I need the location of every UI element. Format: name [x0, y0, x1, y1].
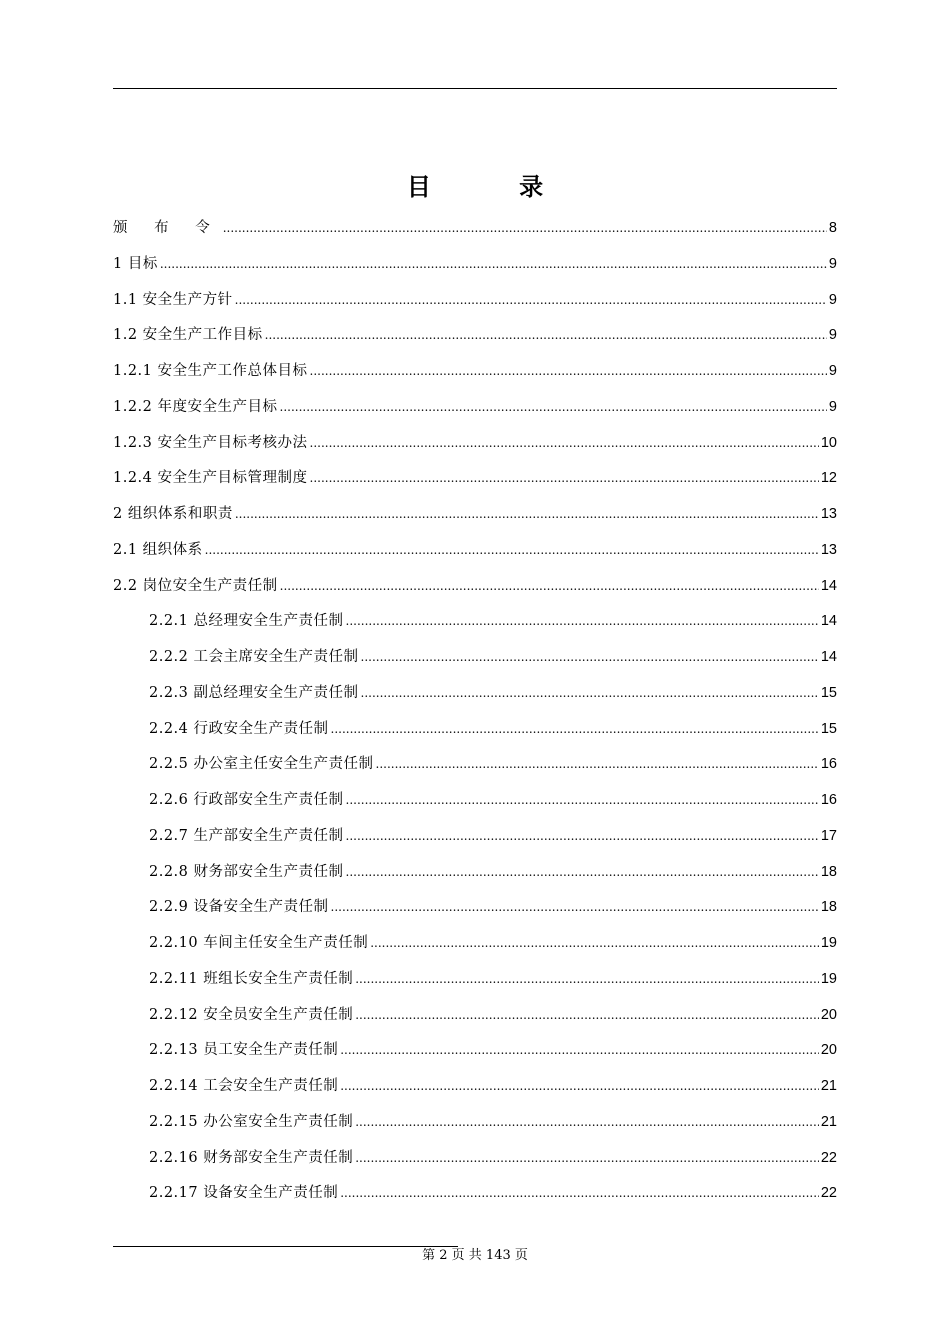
toc-entry[interactable] — [113, 604, 837, 640]
toc-dot-leader — [376, 747, 819, 783]
toc-dot-leader — [265, 318, 827, 354]
toc-entry-label: 2.2.12 安全员安全生产责任制 — [149, 1006, 354, 1023]
toc-entry-page-number: 14 — [820, 613, 837, 630]
toc-entry[interactable] — [113, 318, 837, 354]
toc-entry-page-number: 9 — [828, 398, 837, 415]
toc-entry[interactable] — [113, 1069, 837, 1105]
toc-dot-leader — [355, 962, 819, 998]
toc-entry[interactable] — [113, 390, 837, 426]
page-title: 目 录 — [406, 173, 584, 201]
toc-entry-page-number: 19 — [820, 970, 837, 987]
toc-entry[interactable] — [113, 497, 837, 533]
toc-entry-page-number: 16 — [820, 756, 837, 773]
toc-entry-page-number: 8 — [828, 220, 837, 236]
toc-entry-label: 2.2.6 行政部安全生产责任制 — [149, 792, 344, 808]
toc-entry-label: 1.2.2 年度安全生产目标 — [113, 398, 278, 415]
toc-entry-label: 1.1 安全生产方针 — [113, 291, 233, 308]
toc-entry-page-number: 14 — [820, 649, 837, 665]
toc-entry-label: 2.2.8 财务部安全生产责任制 — [149, 863, 344, 880]
toc-dot-leader — [235, 283, 827, 319]
toc-entry[interactable] — [113, 354, 837, 390]
toc-entry[interactable] — [113, 533, 837, 569]
toc-entry-label: 2.2.9 设备安全生产责任制 — [149, 899, 329, 916]
toc-entry-label: 2.2.17 设备安全生产责任制 — [149, 1185, 339, 1202]
toc-entry-label: 1.2.3 安全生产目标考核办法 — [113, 434, 308, 451]
toc-entry-label: 2.2.13 员工安全生产责任制 — [149, 1042, 339, 1059]
toc-dot-leader — [331, 712, 819, 748]
toc-entry-page-number: 22 — [820, 1185, 837, 1202]
toc-dot-leader — [370, 926, 819, 962]
toc-entry-page-number: 17 — [820, 827, 837, 844]
toc-dot-leader — [331, 890, 819, 926]
toc-entry-label: 2.2.2 工会主席安全生产责任制 — [149, 649, 359, 665]
toc-dot-leader — [346, 819, 819, 855]
toc-entry-label: 2.2.16 财务部安全生产责任制 — [149, 1149, 354, 1166]
toc-entry-page-number: 9 — [828, 255, 837, 272]
toc-entry[interactable] — [113, 747, 837, 783]
toc-entry-label: 2.2.7 生产部安全生产责任制 — [149, 827, 344, 844]
toc-dot-leader — [340, 1069, 819, 1105]
toc-entry-label: 2.2.4 行政安全生产责任制 — [149, 720, 329, 737]
toc-entry[interactable] — [113, 1105, 837, 1141]
toc-entry-label: 2.2.1 总经理安全生产责任制 — [149, 613, 344, 630]
toc-dot-leader — [346, 604, 819, 640]
toc-entry[interactable] — [113, 712, 837, 748]
toc-entry[interactable] — [113, 426, 837, 462]
toc-dot-leader — [310, 461, 819, 497]
toc-entry-page-number: 19 — [820, 935, 837, 951]
toc-entry-label: 1.2.4 安全生产目标管理制度 — [113, 470, 308, 487]
toc-entry-label: 2 组织体系和职责 — [113, 506, 233, 522]
toc-entry-label: 2.2.14 工会安全生产责任制 — [149, 1078, 339, 1094]
toc-entry[interactable] — [113, 890, 837, 926]
toc-entry-page-number: 18 — [820, 863, 837, 880]
toc-dot-leader — [346, 783, 819, 819]
toc-dot-leader — [205, 533, 819, 569]
toc-entry-label: 颁 布 令 — [113, 220, 221, 236]
page-footer: 第 2 页 共 143 页 — [422, 1248, 528, 1263]
toc-entry[interactable] — [113, 569, 837, 605]
toc-entry-page-number: 16 — [820, 792, 837, 808]
toc-entry-page-number: 15 — [820, 684, 837, 701]
toc-entry-label: 1.2 安全生产工作目标 — [113, 327, 263, 344]
toc-entry[interactable] — [113, 1176, 837, 1212]
table-of-contents — [113, 211, 837, 1212]
toc-dot-leader — [280, 569, 819, 605]
toc-entry[interactable] — [113, 819, 837, 855]
toc-dot-leader — [235, 497, 819, 533]
toc-entry-page-number: 21 — [820, 1113, 837, 1130]
toc-entry-label: 1 目标 — [113, 255, 158, 272]
toc-entry[interactable] — [113, 1141, 837, 1177]
toc-dot-leader — [355, 1105, 819, 1141]
toc-entry[interactable] — [113, 676, 837, 712]
toc-entry-page-number: 10 — [820, 434, 837, 451]
toc-entry-page-number: 20 — [820, 1042, 837, 1059]
toc-entry-label: 2.2 岗位安全生产责任制 — [113, 577, 278, 594]
toc-entry-page-number: 21 — [820, 1078, 837, 1094]
toc-dot-leader — [361, 640, 819, 676]
toc-entry-page-number: 13 — [820, 541, 837, 558]
toc-dot-leader — [280, 390, 827, 426]
toc-dot-leader — [160, 247, 827, 283]
toc-entry-label: 2.2.3 副总经理安全生产责任制 — [149, 684, 359, 701]
toc-entry[interactable] — [113, 998, 837, 1034]
toc-entry-page-number: 18 — [820, 899, 837, 916]
toc-dot-leader — [355, 998, 819, 1034]
toc-entry[interactable] — [113, 640, 837, 676]
toc-entry-page-number: 15 — [820, 720, 837, 737]
toc-entry-page-number: 20 — [820, 1006, 837, 1023]
toc-entry-page-number: 13 — [820, 506, 837, 522]
toc-entry-label: 2.2.15 办公室安全生产责任制 — [149, 1113, 354, 1130]
toc-entry-label: 2.2.11 班组长安全生产责任制 — [149, 970, 354, 987]
toc-entry-page-number: 12 — [820, 470, 837, 487]
toc-entry-page-number: 9 — [828, 363, 837, 379]
toc-dot-leader — [223, 211, 827, 247]
toc-entry-label: 2.1 组织体系 — [113, 541, 203, 558]
toc-entry[interactable] — [113, 461, 837, 497]
toc-entry-page-number: 22 — [820, 1149, 837, 1166]
toc-entry[interactable] — [113, 283, 837, 319]
toc-dot-leader — [355, 1141, 819, 1177]
toc-dot-leader — [310, 354, 827, 390]
toc-entry[interactable] — [113, 855, 837, 891]
toc-entry[interactable] — [113, 1033, 837, 1069]
toc-dot-leader — [340, 1176, 819, 1212]
toc-entry[interactable] — [113, 211, 837, 247]
toc-dot-leader — [346, 855, 819, 891]
toc-entry[interactable] — [113, 783, 837, 819]
toc-entry-page-number: 9 — [828, 327, 837, 344]
toc-dot-leader — [361, 676, 819, 712]
toc-entry-page-number: 14 — [820, 577, 837, 594]
toc-entry[interactable] — [113, 247, 837, 283]
toc-entry-page-number: 9 — [828, 291, 837, 308]
toc-entry[interactable] — [113, 926, 837, 962]
toc-dot-leader — [310, 426, 819, 462]
toc-entry-label: 2.2.5 办公室主任安全生产责任制 — [149, 756, 374, 773]
toc-entry-label: 2.2.10 车间主任安全生产责任制 — [149, 935, 369, 951]
header-rule — [113, 88, 837, 89]
toc-entry-label: 1.2.1 安全生产工作总体目标 — [113, 363, 308, 379]
toc-entry[interactable] — [113, 962, 837, 998]
toc-dot-leader — [340, 1033, 819, 1069]
